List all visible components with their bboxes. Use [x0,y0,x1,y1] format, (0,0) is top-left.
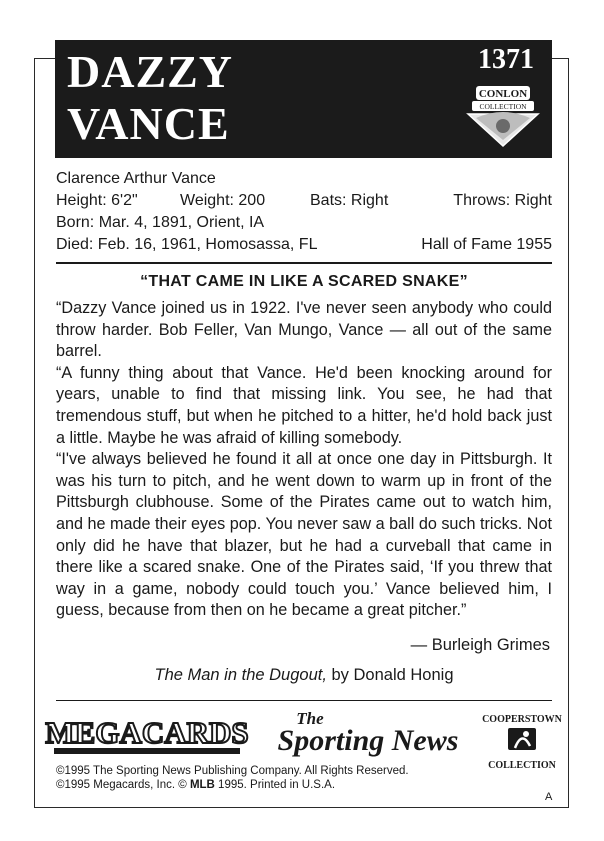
weight-stat: Weight: 200 [180,192,266,209]
player-bio [56,168,552,256]
born-info: Born: Mar. 4, 1891, Orient, IA [56,214,265,231]
cooperstown-collection-logo [482,708,562,778]
quote-paragraph-2: “A funny thing about that Vance. He'd been knocking around for years, unable to find that missing link. You see, he had that tremendous stuff, but when he pitched to a hitter, he'd hold back just a little. Maybe he was afraid of killing somebody. [56,363,552,447]
copyright-line-1: ©1995 The Sporting News Publishing Company. All Rights Reserved. [56,765,409,777]
quote-attribution: — Burleigh Grimes [410,636,550,654]
source-title: The Man in the Dugout, [154,666,327,684]
megacards-wordmark: MEGACARDS [45,715,249,750]
svg-text:COLLECTION: COLLECTION [479,102,527,111]
full-name: Clarence Arthur Vance [56,170,216,187]
throws-stat: Throws: Right [453,192,552,209]
sporting-news-logo [270,706,466,760]
mlb-mark: MLB [189,779,215,791]
died-info: Died: Feb. 16, 1961, Homosassa, FL [56,236,318,253]
bats-stat: Bats: Right [310,192,389,209]
quote-paragraph-3: “I've always believed he found it all at once one day in Pittsburgh. It was his turn to pitch, and he went down to warm up in front of the Pittsburgh clubhouse. Some of the Pirates came out to watch him, and he made their eyes pop. You never saw a ball do such tricks. Not only did he have that blazer, but he had a curveball that came in there like a scared snake. One of the Pirates said, ‘If you threw that way in a game, nobody could touch you.’ Vance believed him, I guess, because from then on he became a great pitcher.” [56,450,552,620]
copyright-line-2-a: ©1995 Megacards, Inc. © [56,779,190,791]
player-name-line1: DAZZY [67,46,234,97]
copyright-notice [56,764,409,792]
player-name [67,46,233,150]
quote-source [56,666,552,685]
conlon-collection-logo [462,80,544,152]
source-author: by Donald Honig [326,666,454,684]
copyright-line-2 [56,778,409,792]
megacards-logo [45,710,249,758]
height-stat: Height: 6'2" [56,192,138,209]
coop-top: COOPERSTOWN [482,714,562,725]
variant-letter: A [545,791,553,803]
card-number: 1371 [478,44,534,75]
coop-bottom: COLLECTION [488,760,556,771]
player-name-line2: VANCE [67,98,230,149]
tsn-the: The [296,709,324,728]
quote-paragraph-1: “Dazzy Vance joined us in 1922. I've never seen anybody who could throw harder. Bob Feller, Van Mungo, Vance — all out of the same barrel. [56,299,552,361]
hall-of-fame: Hall of Fame 1955 [421,236,552,253]
copyright-line-2-b: 1995. Printed in U.S.A. [214,779,336,791]
name-banner [55,40,552,158]
section-divider [56,262,552,264]
quote-body [56,298,552,622]
quote-headline: “THAT CAME IN LIKE A SCARED SNAKE” [140,273,468,290]
tsn-wordmark: Sporting News [277,724,459,757]
svg-text:CONLON: CONLON [478,88,528,100]
footer-rule [56,700,552,701]
